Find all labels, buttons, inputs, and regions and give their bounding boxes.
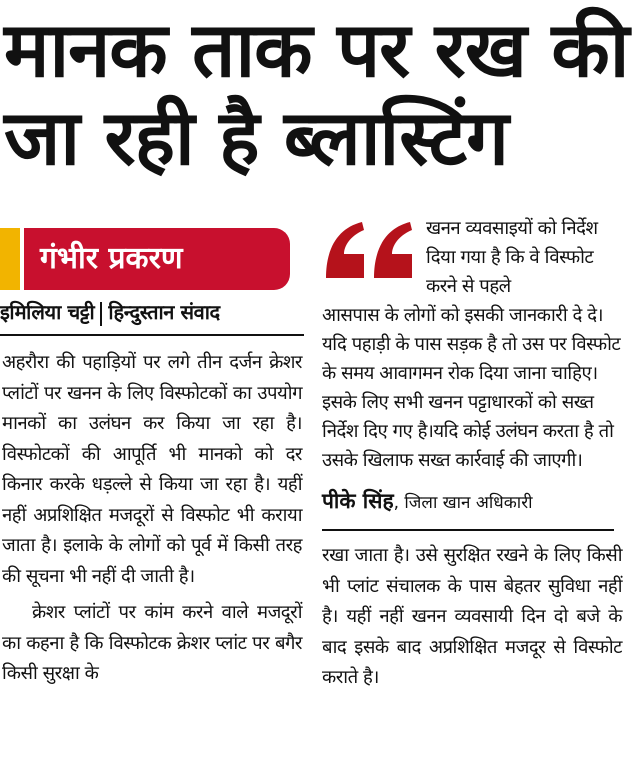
byline-agency: हिन्दुस्तान संवाद <box>108 300 220 324</box>
quote-divider <box>322 529 614 531</box>
pull-quote <box>322 214 622 515</box>
article-body-right: रखा जाता है। उसे सुरक्षित रखने के लिए किसी भी प्लांट संचालक के पास बेहतर सुविधा नहीं है। यहीं नहीं खनन व्यवसायी दिन दो बजे के बाद इसके बाद अप्रशिक्षित मजदूर से विस्फोट कराते है। <box>322 545 622 688</box>
byline-divider <box>0 334 304 336</box>
quote-author: पीके सिंह <box>322 489 394 513</box>
quote-rest: आसपास के लोगों को इसकी जानकारी दे दे। यदि पहाड़ी के पास सड़क है तो उस पर विस्फोट के समय आवागमन रोक दिया जाना चाहिए। इसके लिए सभी खनन पट्टाधारकों को सख्त निर्देश दिए गए है।यदि कोई उलंघन करता है तो उसके खिलाफ सख्त कार्रवाई की जाएगी। <box>322 305 621 471</box>
article-paragraph: अहरौरा की पहाड़ियों पर लगे तीन दर्जन क्रेशर प्लांटों पर खनन के लिए विस्फोटकों का उपयोग मानकों का उलंघन कर किया जा रहा है। विस्फोटकों की आपूर्ति भी मानको को दर किनार करके धड़ल्ले से किया जा रहा है। यहीं नहीं अप्रशिक्षित मजदूरों से विस्फोट भी कराया जाता है। इलाके के लोगों को पूर्व में किसी तरह की सूचना भी नहीं दी जाती है। <box>2 352 302 587</box>
quote-lead: खनन व्यवसाइयों को निर्देश दिया गया है कि वे विस्फोट करने से पहले <box>426 218 598 297</box>
article-body-left <box>2 348 304 690</box>
right-column <box>322 214 622 694</box>
byline-separator <box>100 302 102 326</box>
section-tag-accent <box>0 228 20 290</box>
headline-line-1: मानक ताक पर रख की <box>4 5 629 94</box>
quote-attribution <box>322 487 622 515</box>
left-column <box>0 228 304 690</box>
byline <box>0 298 304 326</box>
open-quote-icon <box>322 218 418 282</box>
quote-author-role: , जिला खान अधिकारी <box>393 493 533 513</box>
headline <box>4 6 628 182</box>
article-paragraph: क्रेशर प्लांटों पर कांम करने वाले मजदूरों का कहना है कि विस्फोटक क्रेशर प्लांट पर बगैर किसी सुरक्षा के <box>2 602 302 684</box>
byline-place: इमिलिया चट्टी <box>0 300 95 324</box>
section-tag-label: गंभीर प्रकरण <box>24 228 290 290</box>
headline-line-2: जा रही है ब्लास्टिंग <box>4 93 508 182</box>
section-tag <box>0 228 304 290</box>
